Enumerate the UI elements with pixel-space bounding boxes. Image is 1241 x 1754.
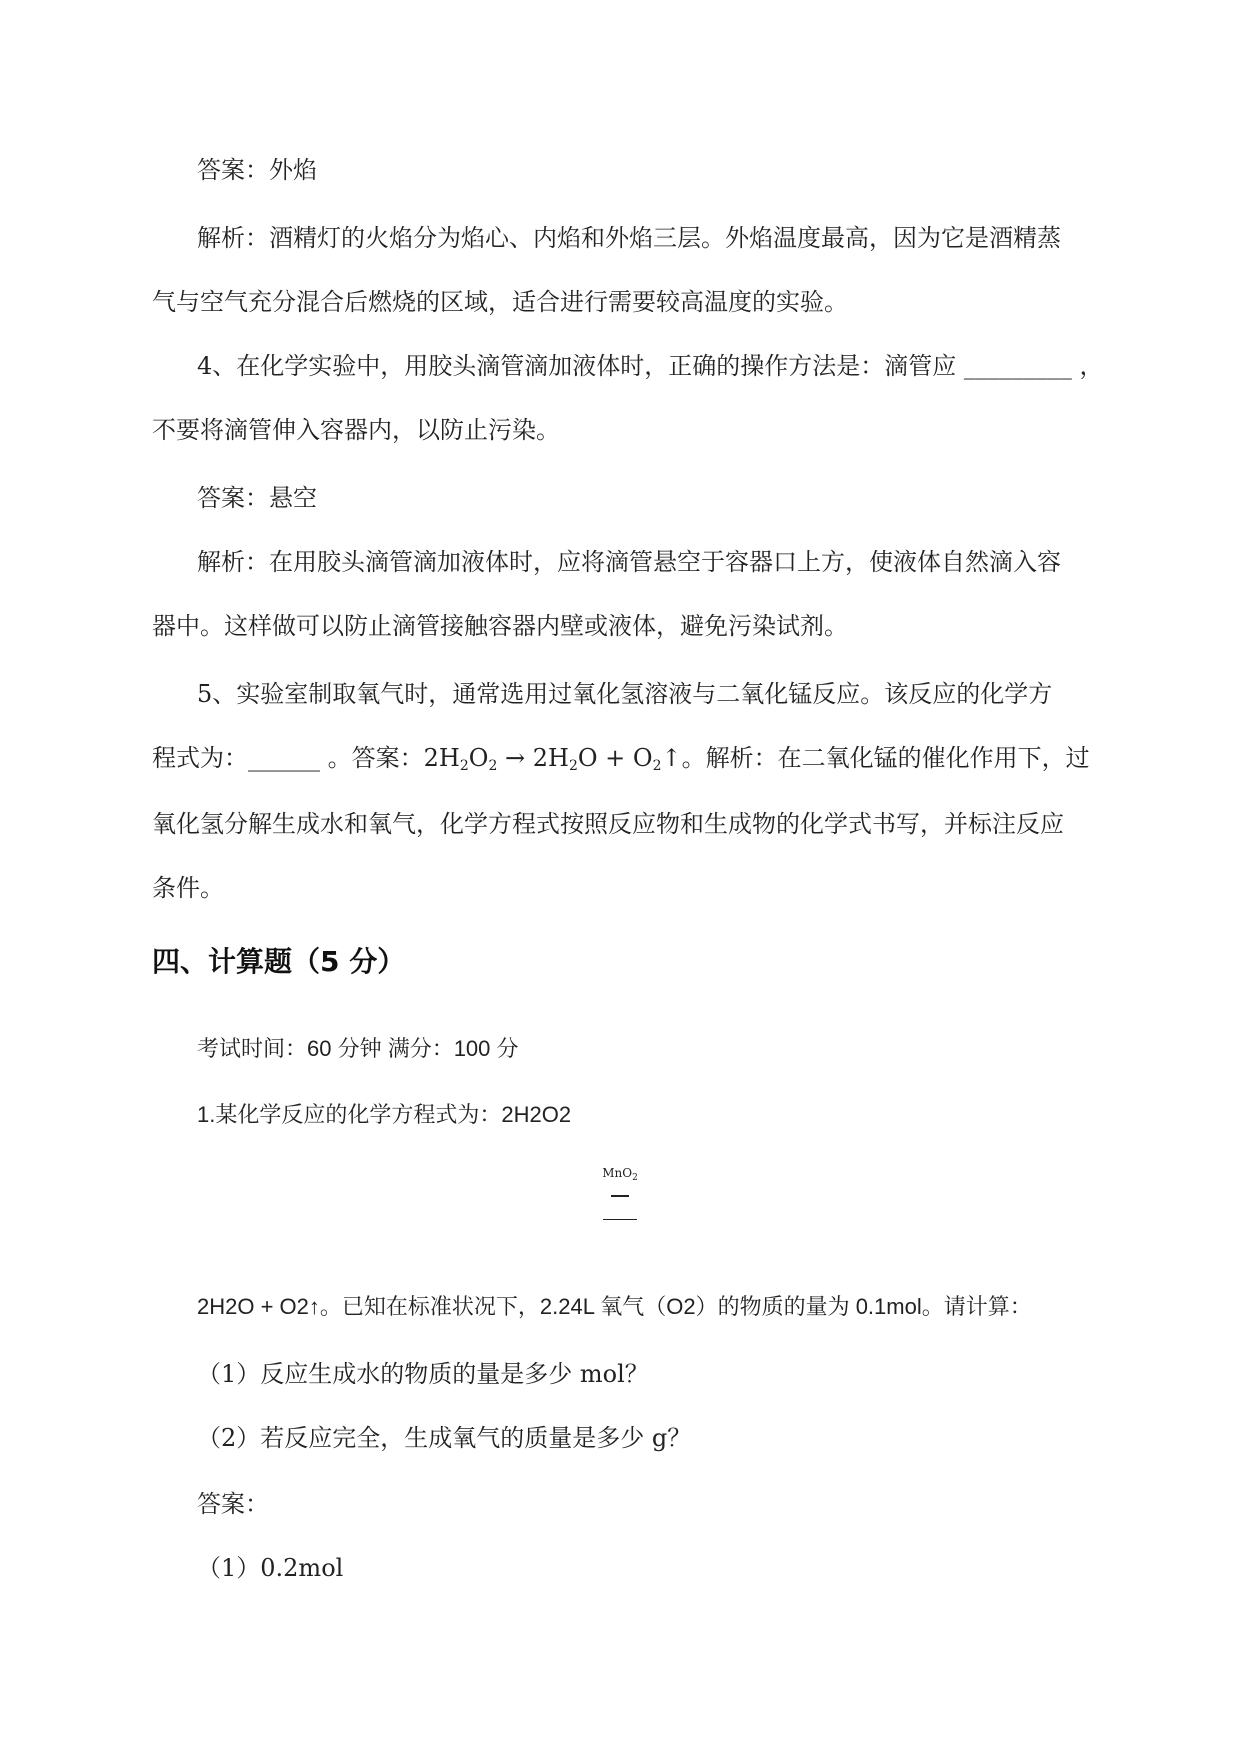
explanation-line-3b: 气与空气充分混合后燃烧的区域，适合进行需要较高温度的实验。 xyxy=(152,288,848,316)
condition-bar-long xyxy=(603,1219,637,1220)
sub-question-2: （2）若反应完全，生成氧气的质量是多少 g？ xyxy=(197,1424,692,1452)
question-5-line-d: 条件。 xyxy=(152,874,224,902)
answer-line-4: 答案：悬空 xyxy=(197,484,317,512)
calc-question-1-line-a: 1.某化学反应的化学方程式为：2H2O2 xyxy=(197,1102,572,1127)
answer-line-3: 答案：外焰 xyxy=(197,156,317,184)
explanation-line-4b: 器中。这样做可以防止滴管接触容器内壁或液体，避免污染试剂。 xyxy=(152,612,848,640)
sub-question-1: （1）反应生成水的物质的量是多少 mol？ xyxy=(197,1360,649,1388)
explanation-line-4a: 解析：在用胶头滴管滴加液体时，应将滴管悬空于容器口上方，使液体自然滴入容 xyxy=(197,548,1061,576)
catalyst-label: MnO$_2$ xyxy=(602,1166,638,1183)
question-5-line-b: 程式为：______ 。答案：$2H_2O_2 \to 2H_2O$ + $O_2↑$。解析：在二氧化锰的催化作用下，过 xyxy=(152,744,1090,774)
reaction-condition xyxy=(600,1166,640,1220)
calc-question-1-line-b: 2H2O + O2↑。已知在标准状况下，2.24L 氧气（O2）的物质的量为 0.1mol。请计算： xyxy=(197,1294,1032,1319)
exam-info: 考试时间：60 分钟 满分：100 分 xyxy=(197,1036,519,1061)
answer-label: 答案： xyxy=(197,1490,269,1518)
answer-1: （1）0.2mol xyxy=(197,1554,344,1582)
question-5-line-a: 5、实验室制取氧气时，通常选用过氧化氢溶液与二氧化锰反应。该反应的化学方 xyxy=(197,680,1053,708)
question-5-line-c: 氧化氢分解生成水和氧气，化学方程式按照反应物和生成物的化学式书写，并标注反应 xyxy=(152,810,1064,838)
section-heading: 四、计算题（5 分） xyxy=(152,945,406,978)
condition-bar-short xyxy=(611,1195,629,1197)
explanation-line-3a: 解析：酒精灯的火焰分为焰心、内焰和外焰三层。外焰温度最高，因为它是酒精蒸 xyxy=(197,224,1061,252)
question-4-line-b: 不要将滴管伸入容器内，以防止污染。 xyxy=(152,416,560,444)
question-4-line-a: 4、在化学实验中，用胶头滴管滴加液体时，正确的操作方法是：滴管应 _________ ， xyxy=(197,352,1104,380)
